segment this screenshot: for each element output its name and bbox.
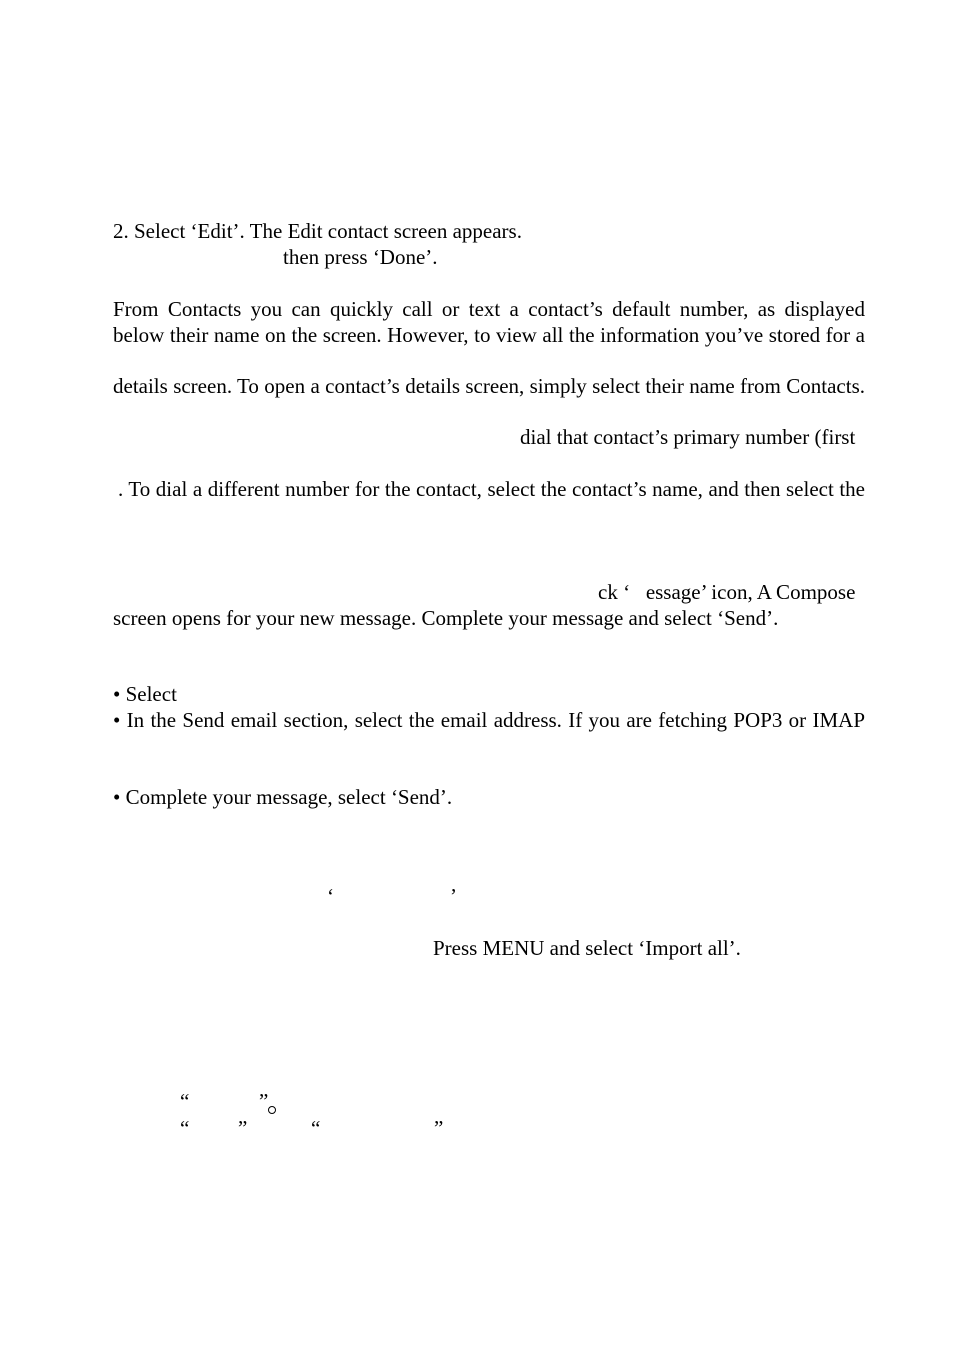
line-step2-select-edit: 2. Select ‘Edit’. The Edit contact screen appears. [113,219,522,243]
cjk-quote-close-row2-second: ” [434,1116,444,1140]
line-press-menu-import-all: Press MENU and select ‘Import all’. [433,936,741,960]
line-message-icon-fragment: ck ‘ essage’ icon, A Compose [598,580,856,604]
orphan-single-quote-open: ‘ [327,884,334,908]
cjk-quote-open-row2-first: “ [180,1116,190,1140]
bullet-select: • Select [113,682,177,706]
bullet-complete-message: • Complete your message, select ‘Send’. [113,785,453,809]
cjk-quote-open-row1: “ [180,1089,190,1113]
bullet-send-email-section: • In the Send email section, select the email address. If you are fetching POP3 or IMAP [113,708,865,732]
paragraph-contacts-line2: below their name on the screen. However, to view all the information you’ve stored for a [113,323,865,347]
cjk-quote-close-row2-first: ” [238,1116,248,1140]
orphan-single-quote-close: ’ [450,884,457,908]
line-dial-different-number: . To dial a different number for the contact, select the contact’s name, and then select the [118,477,865,501]
line-dial-primary-number-fragment: dial that contact’s primary number (first [520,425,856,449]
cjk-quote-close-row1: ” [259,1089,269,1113]
cjk-quote-open-row2-second: “ [311,1116,321,1140]
paragraph-details-screen: details screen. To open a contact’s details screen, simply select their name from Contacts. [113,374,865,398]
line-then-press-done: then press ‘Done’. [283,245,438,269]
ideographic-full-stop [268,1106,276,1114]
paragraph-contacts-line1: From Contacts you can quickly call or text a contact’s default number, as displayed [113,297,865,321]
line-compose-screen-opens: screen opens for your new message. Complete your message and select ‘Send’. [113,606,779,630]
